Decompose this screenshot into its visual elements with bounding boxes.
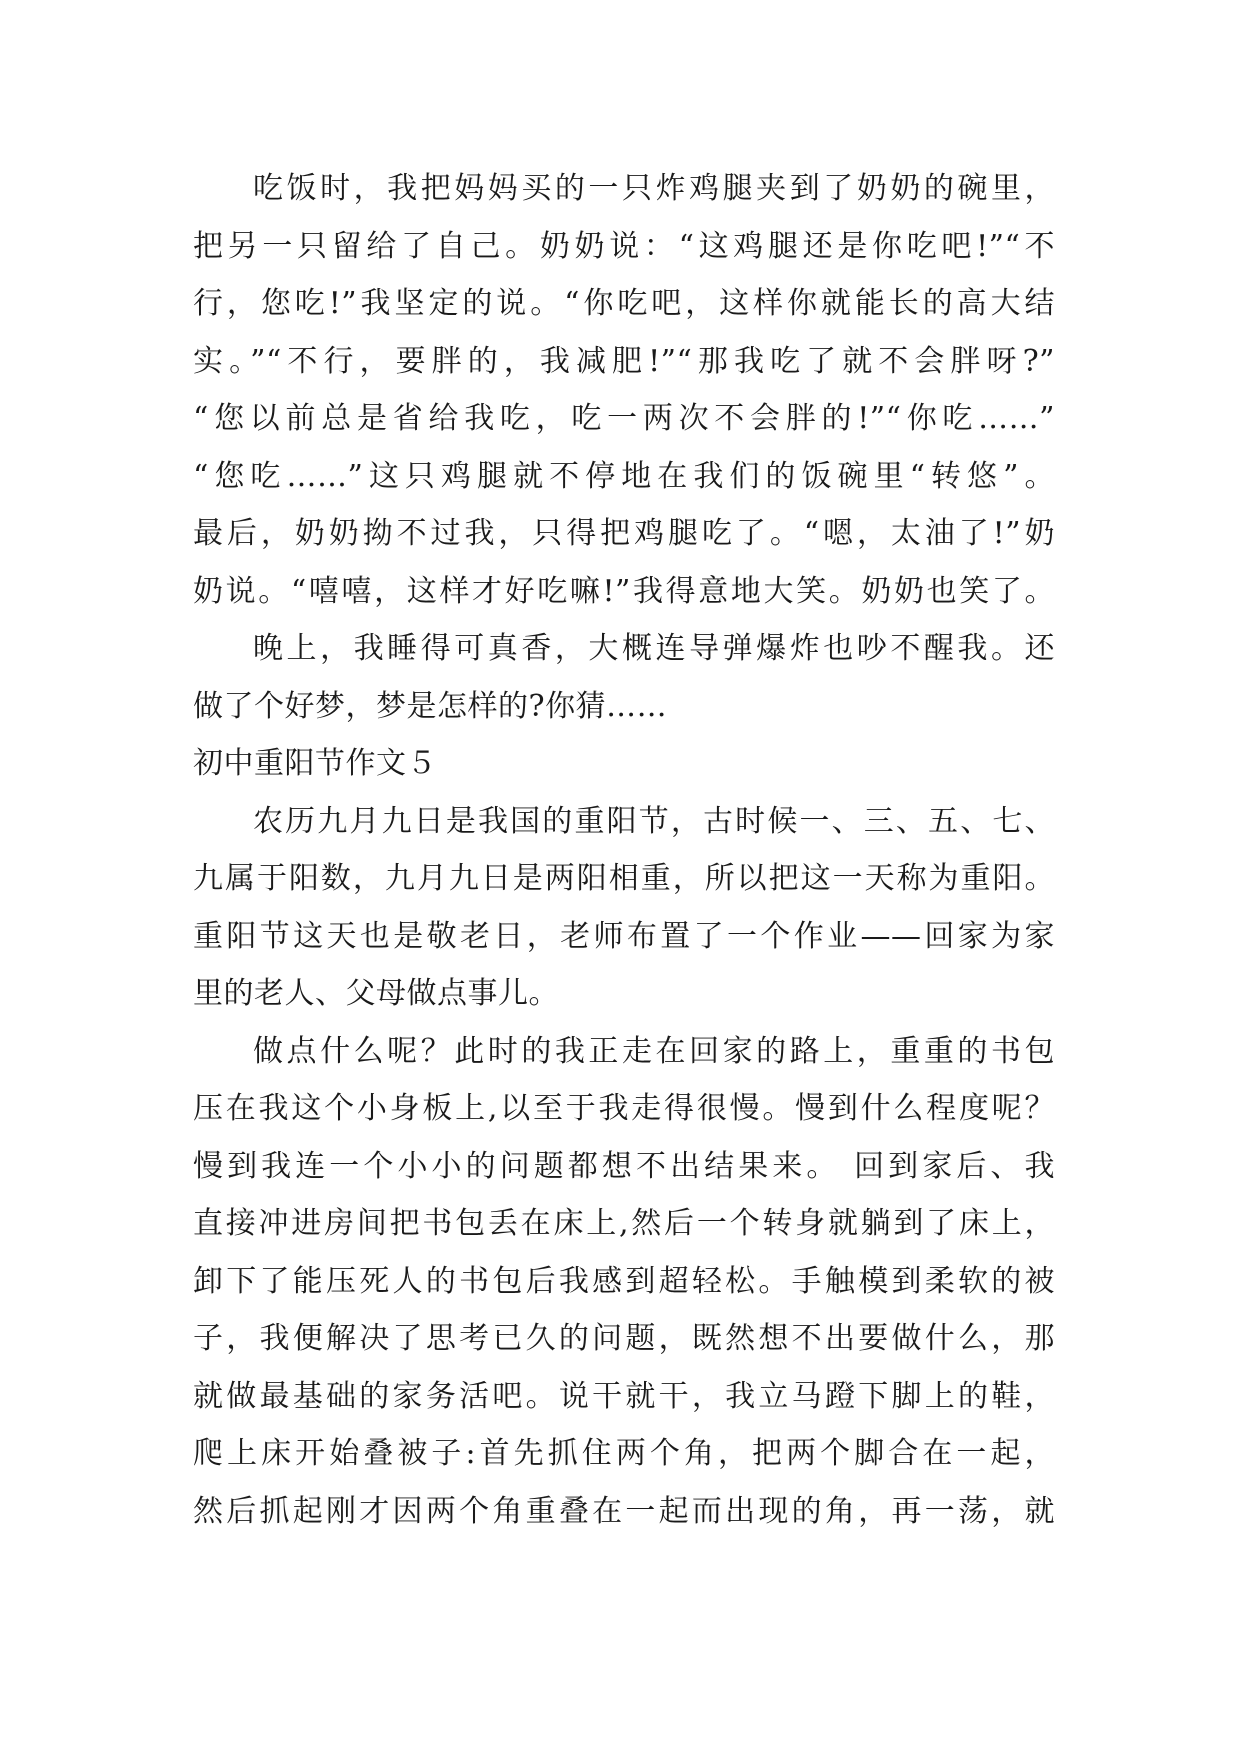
paragraph-line: 实。”“不行，要胖的，我减肥!”“那我吃了就不会胖呀?” [193, 343, 1055, 379]
paragraph-line: “您以前总是省给我吃，吃一两次不会胖的!”“你吃……” [193, 401, 1055, 436]
paragraph-line: 九属于阳数，九月九日是两阳相重，所以把这一天称为重阳。 [193, 861, 1055, 896]
paragraph-line: 重阳节这天也是敬老日，老师布置了一个作业——回家为家 [193, 918, 1055, 954]
paragraph-line: 然后抓起刚才因两个角重叠在一起而出现的角，再一荡，就 [193, 1493, 1055, 1529]
paragraph-line: 做了个好梦，梦是怎样的?你猜…… [193, 688, 668, 724]
paragraph-line: 子，我便解决了思考已久的问题，既然想不出要做什么，那 [193, 1321, 1055, 1356]
document-body [193, 160, 1055, 1540]
paragraph-line: 就做最基础的家务活吧。说干就干，我立马蹬下脚上的鞋， [193, 1378, 1055, 1414]
paragraph-line: 把另一只留给了自己。奶奶说：“这鸡腿还是你吃吧!”“不 [193, 228, 1055, 264]
paragraph-line: 爬上床开始叠被子:首先抓住两个角，把两个脚合在一起， [193, 1436, 1055, 1471]
paragraph-line: 直接冲进房间把书包丢在床上,然后一个转身就躺到了床上， [193, 1206, 1055, 1241]
paragraph-line: 晚上，我睡得可真香，大概连导弹爆炸也吵不醒我。还 [253, 631, 1055, 666]
paragraph-line: 行，您吃!”我坚定的说。“你吃吧，这样你就能长的高大结 [193, 286, 1055, 321]
paragraph-line: 最后，奶奶拗不过我，只得把鸡腿吃了。“嗯，太油了!”奶 [193, 516, 1055, 551]
paragraph-line: 里的老人、父母做点事儿。 [193, 976, 559, 1011]
paragraph-line: 吃饭时，我把妈妈买的一只炸鸡腿夹到了奶奶的碗里， [253, 171, 1055, 206]
paragraph-line: “您吃……”这只鸡腿就不停地在我们的饭碗里“转悠”。 [193, 458, 1055, 494]
paragraph-line: 慢到我连一个小小的问题都想不出结果来。 回到家后、我 [193, 1148, 1055, 1184]
paragraph-line: 做点什么呢？此时的我正走在回家的路上，重重的书包 [253, 1033, 1055, 1069]
paragraph-line: 奶说。“嘻嘻，这样才好吃嘛!”我得意地大笑。奶奶也笑了。 [193, 573, 1055, 609]
paragraph-line: 卸下了能压死人的书包后我感到超轻松。手触模到柔软的被 [193, 1263, 1055, 1299]
paragraph-line: 农历九月九日是我国的重阳节，古时候一、三、五、七、 [253, 803, 1055, 839]
section-heading: 初中重阳节作文５ [193, 746, 437, 781]
paragraph-line: 压在我这个小身板上,以至于我走得很慢。慢到什么程度呢？ [193, 1091, 1055, 1126]
